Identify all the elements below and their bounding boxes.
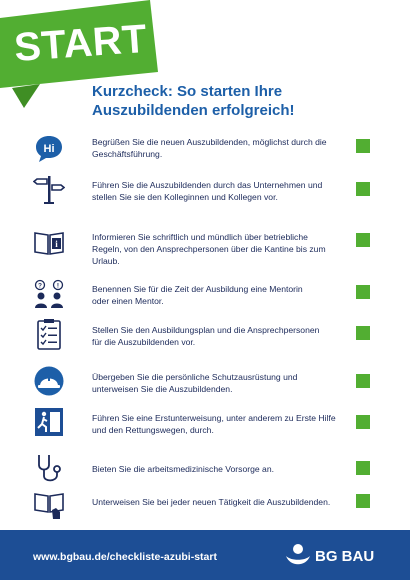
page-title — [92, 82, 392, 120]
checkbox[interactable] — [356, 494, 370, 508]
footer-url-link[interactable]: www.bgbau.de/checkliste-azubi-start — [33, 551, 217, 563]
page-title-line-2: Auszubildenden erfolgreich! — [92, 102, 295, 119]
checklist-clipboard-icon — [33, 318, 65, 350]
checklist-item-text: Führen Sie eine Erstunterweisung, unter anderem zu Erste Hilfe und den Rettungswegen, durch. — [92, 413, 336, 435]
svg-text:i: i — [55, 239, 58, 249]
checklist-item-text: Benennen Sie für die Zeit der Ausbildung eine Mentorin oder einen Mentor. — [92, 284, 303, 306]
start-label: START — [12, 16, 149, 71]
checkbox[interactable] — [356, 233, 370, 247]
checklist-item-text: Stellen Sie den Ausbildungsplan und die Ansprechpersonen für die Auszubildenden vor. — [92, 325, 320, 347]
checklist-item-text: Begrüßen Sie die neuen Auszubildenden, möglichst durch die Geschäftsführung. — [92, 137, 327, 159]
bg-bau-logo — [285, 541, 385, 571]
bg-bau-logo-mark — [285, 541, 311, 569]
checklist-item-text: Informieren Sie schriftlich und mündlich über betriebliche Regeln, von den Ansprechpersonen über die Kantine bis zum Urlaub. — [92, 232, 326, 266]
checklist-item-text: Bieten Sie die arbeitsmedizinische Vorsorge an. — [92, 464, 275, 474]
svg-text:?: ? — [38, 282, 42, 290]
checkbox[interactable] — [356, 461, 370, 475]
checkbox[interactable] — [356, 139, 370, 153]
open-book-hand-icon — [33, 488, 65, 520]
checkbox[interactable] — [356, 326, 370, 340]
checkbox[interactable] — [356, 415, 370, 429]
checkbox[interactable] — [356, 285, 370, 299]
checkbox[interactable] — [356, 182, 370, 196]
signpost-icon — [33, 173, 65, 205]
stethoscope-icon — [33, 452, 65, 484]
hi-speech-bubble-icon — [33, 132, 65, 164]
page-title-line-1: Kurzcheck: So starten Ihre — [92, 83, 283, 100]
checklist-item-text: Führen Sie die Auszubildenden durch das Unternehmen und stellen Sie sie den Kolleginnen und Kollegen vor. — [92, 180, 323, 202]
info-book-icon — [33, 226, 65, 258]
people-chat-icon — [33, 278, 65, 310]
svg-text:!: ! — [56, 282, 60, 290]
svg-text:Hi: Hi — [43, 143, 55, 155]
safety-helmet-icon — [33, 365, 65, 397]
emergency-exit-icon — [33, 406, 65, 438]
bg-bau-logo-text: BG BAU — [315, 548, 375, 565]
footer-bar — [0, 530, 410, 580]
checklist-item-text: Übergeben Sie die persönliche Schutzausrüstung und unterweisen Sie die Auszubildenden. — [92, 372, 298, 394]
checklist-item-text: Unterweisen Sie bei jeder neuen Tätigkeit die Auszubildenden. — [92, 497, 331, 507]
checkbox[interactable] — [356, 374, 370, 388]
